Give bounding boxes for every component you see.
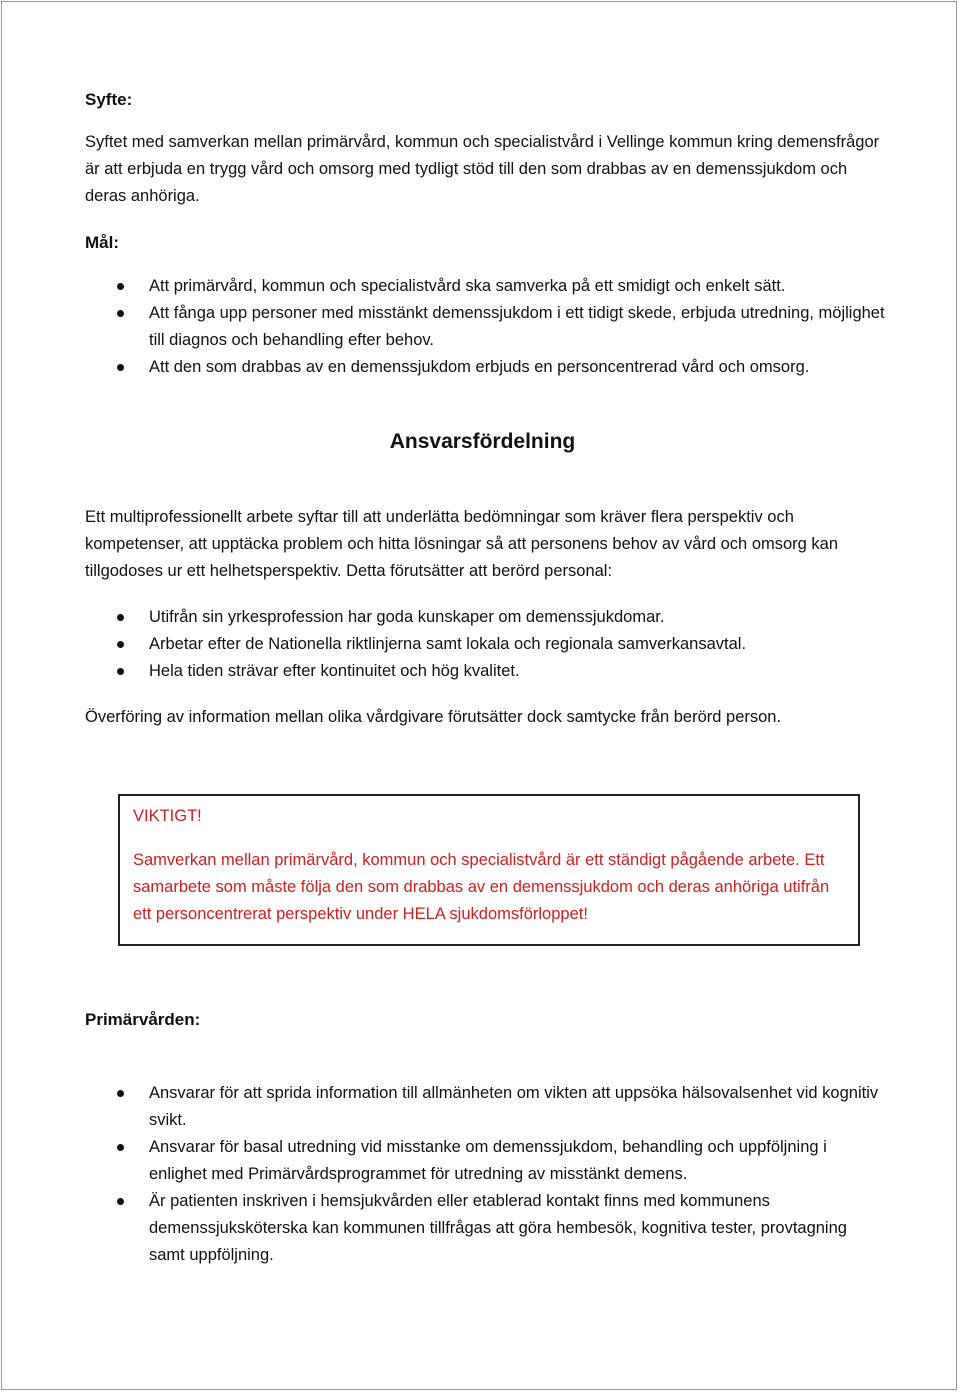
syfte-paragraph: Syftet med samverkan mellan primärvård, kommun och specialistvård i Vellinge kommun kring demensfrågor är att erbjuda en trygg vård och omsorg med tydligt stöd till den som drabbas av en demenssjukdom och deras anhöriga. [85, 133, 880, 205]
list-item: Utifrån sin yrkesprofession har goda kunskaper om demenssjukdomar. [85, 604, 885, 631]
syfte-heading: Syfte: [85, 90, 133, 109]
list-item: Ansvarar för att sprida information till allmänheten om vikten att uppsöka hälsovalsenhet vid kognitiv svikt. [85, 1080, 885, 1134]
bullet-icon [117, 1144, 124, 1151]
bullet-icon [117, 641, 124, 648]
viktigt-callout-box [118, 794, 860, 946]
mal-heading: Mål: [85, 233, 119, 252]
list-item: Att primärvård, kommun och specialistvård ska samverka på ett smidigt och enkelt sätt. [85, 273, 885, 300]
bullet-icon [117, 668, 124, 675]
list-item: Att den som drabbas av en demenssjukdom erbjuds en personcentrerad vård och omsorg. [85, 354, 885, 381]
list-item: Är patienten inskriven i hemsjukvården eller etablerad kontakt finns med kommunens demenssjuksköterska kan kommunen tillfrågas att göra hembesök, kognitiva tester, provtagning samt uppföljning. [85, 1188, 885, 1269]
document-page [1, 1, 957, 1390]
list-item: Arbetar efter de Nationella riktlinjerna samt lokala och regionala samverkansavtal. [85, 631, 885, 658]
bullet-icon [117, 283, 124, 290]
bullet-icon [117, 1198, 124, 1205]
ansvar-intro-paragraph: Ett multiprofessionellt arbete syftar till att underlätta bedömningar som kräver flera perspektiv och kompetenser, att upptäcka problem och hitta lösningar så att personens behov av vård och omsorg kan tillgodoses ur ett helhetsperspektiv. Detta förutsätter att berörd personal: [85, 508, 839, 580]
bullet-icon [117, 364, 124, 371]
viktigt-title: VIKTIGT! [133, 807, 202, 825]
primarvarden-list [85, 1080, 885, 1269]
viktigt-body: Samverkan mellan primärvård, kommun och specialistvård är ett ständigt pågående arbete. Ett samarbete som måste följa den som drabbas av en demenssjukdom och deras anhöriga utifrån ett personcentrerat perspektiv under HELA sjukdomsförloppet! [133, 851, 830, 923]
mal-list [85, 273, 885, 381]
ansvarsfordelning-heading: Ansvarsfördelning [389, 430, 576, 453]
ansvar-list [85, 604, 885, 685]
list-item: Ansvarar för basal utredning vid misstanke om demenssjukdom, behandling och uppföljning i enlighet med Primärvårdsprogrammet för utredning av misstänkt demens. [85, 1134, 885, 1188]
bullet-icon [117, 310, 124, 317]
list-item: Hela tiden strävar efter kontinuitet och hög kvalitet. [85, 658, 885, 685]
bullet-icon [117, 614, 124, 621]
ansvar-outro-paragraph: Överföring av information mellan olika vårdgivare förutsätter dock samtycke från berörd person. [85, 708, 782, 726]
primarvarden-heading: Primärvården: [85, 1010, 201, 1029]
list-item: Att fånga upp personer med misstänkt demenssjukdom i ett tidigt skede, erbjuda utredning, möjlighet till diagnos och behandling efter behov. [85, 300, 885, 354]
bullet-icon [117, 1090, 124, 1097]
